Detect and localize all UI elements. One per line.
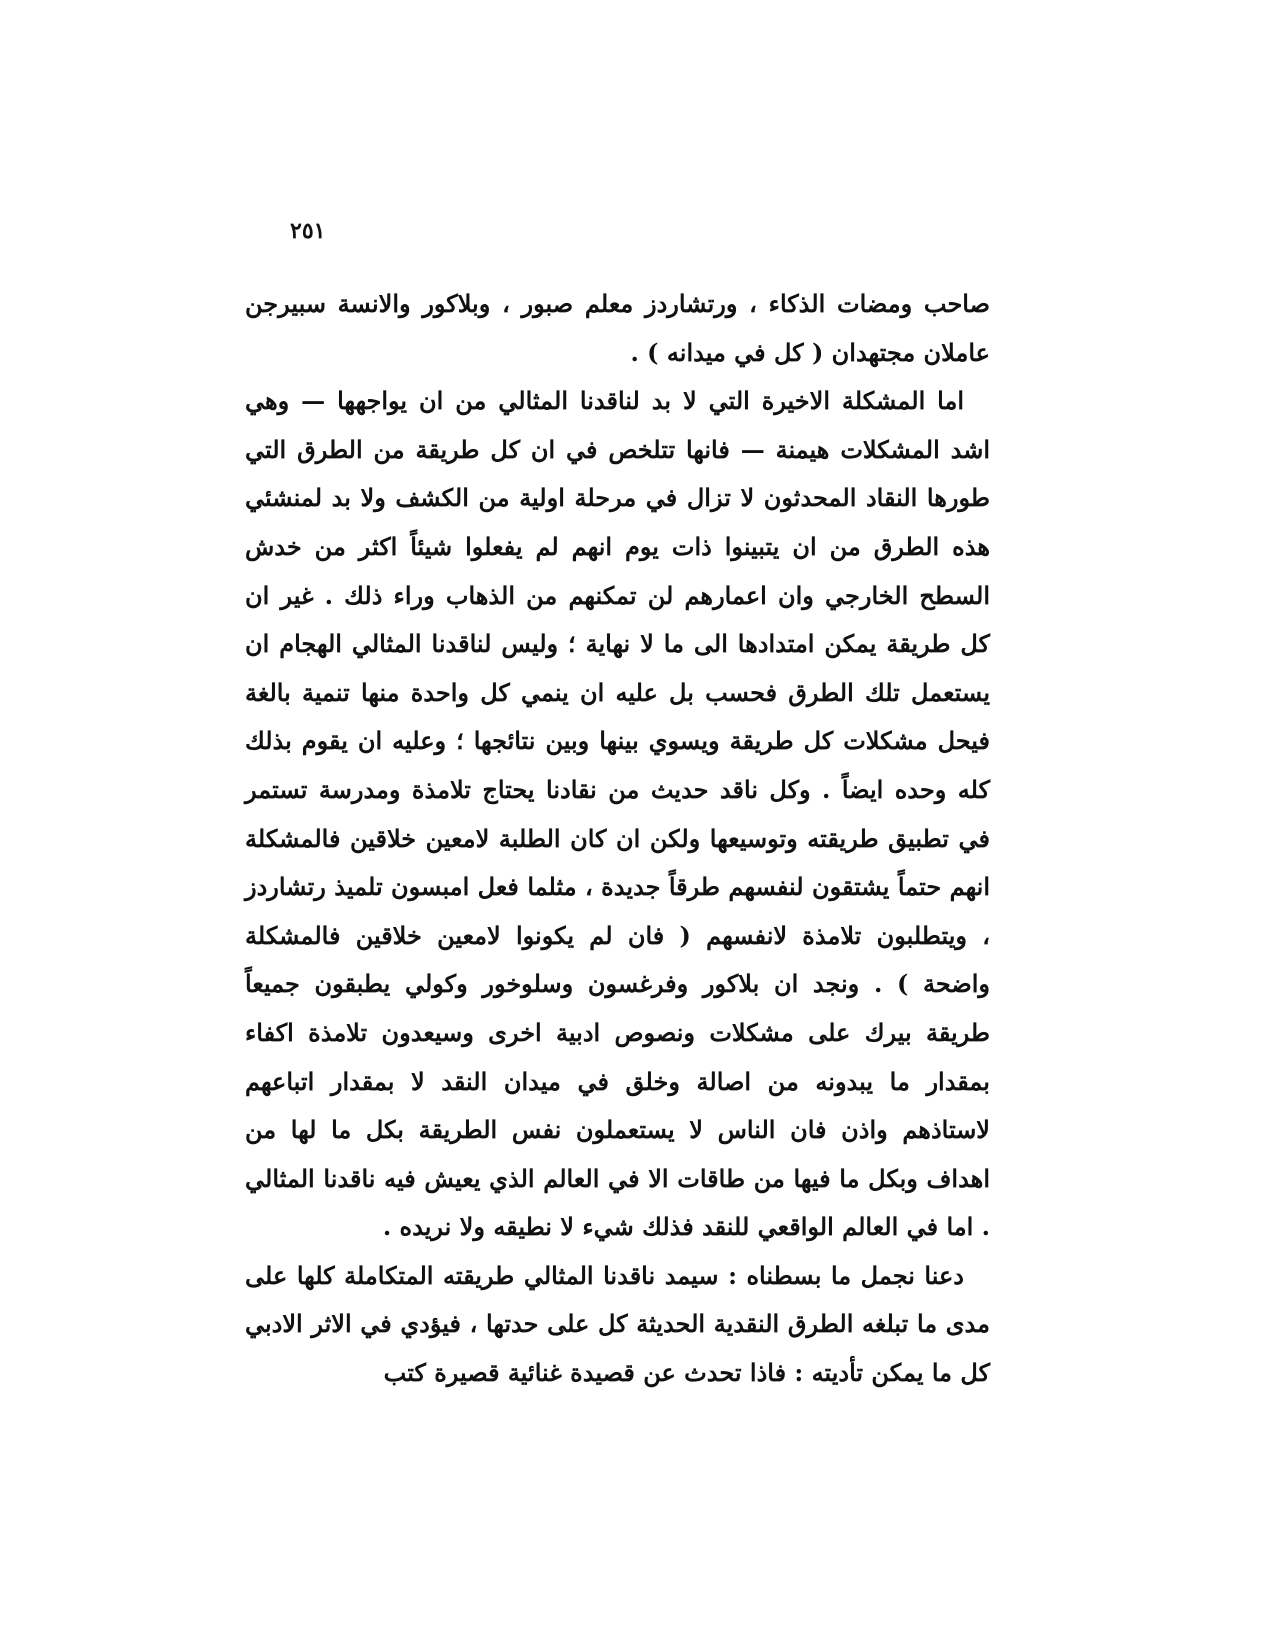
page-number: ٢٥١: [290, 218, 326, 244]
paragraph-1: صاحب ومضات الذكاء ، ورتشاردز معلم صبور ، وبلاكور والانسة سبيرجن عاملان مجتهدان ( كل في ميدانه ) .: [245, 289, 990, 367]
body-text: [245, 280, 990, 1398]
paragraph-3: دعنا نجمل ما بسطناه : سيمد ناقدنا المثالي طريقته المتكاملة كلها على مدى ما تبلغه الطرق النقدية الحديثة كل على حدتها ، فيؤدي في الاثر الادبي كل ما يمكن تأديته : فاذا تحدث عن قصيدة غنائية قصيرة كتب: [245, 1260, 990, 1388]
paragraph-2: اما المشكلة الاخيرة التي لا بد لناقدنا المثالي من ان يواجهها — وهي اشد المشكلات هيمنة — فانها تتلخص في ان كل طريقة من الطرق التي طورها النقاد المحدثون لا تزال في مرحلة اولية من الكشف ولا بد لمنشئي هذه الطرق من ان يتبينوا ذات يوم انهم لم يفعلوا شيئاً اكثر من خدش السطح الخارجي وان اعمارهم لن تمكنهم من الذهاب وراء ذلك . غير ان كل طريقة يمكن امتدادها الى ما لا نهاية ؛ وليس لناقدنا المثالي الهجام ان يستعمل تلك الطرق فحسب بل عليه ان ينمي كل واحدة منها تنمية بالغة فيحل مشكلات كل طريقة ويسوي بينها وبين نتائجها ؛ وعليه ان يقوم بذلك كله وحده ايضاً . وكل ناقد حديث من نقادنا يحتاج تلامذة ومدرسة تستمر في تطبيق طريقته وتوسيعها ولكن ان كان الطلبة لامعين خلاقين فالمشكلة انهم حتماً يشتقون لنفسهم طرقاً جديدة ، مثلما فعل امبسون تلميذ رتشاردز ، ويتطلبون تلامذة لانفسهم ( فان لم يكونوا لامعين خلاقين فالمشكلة واضحة ) . ونجد ان بلاكور وفرغسون وسلوخور وكولي يطبقون جميعاً طريقة بيرك على مشكلات ونصوص ادبية اخرى وسيعدون تلامذة اكفاء بمقدار ما يبدونه من اصالة وخلق في ميدان النقد لا بمقدار اتباعهم لاستاذهم واذن فان الناس لا يستعملون نفس الطريقة بكل ما لها من اهداف وبكل ما فيها من طاقات الا في العالم الذي يعيش فيه ناقدنا المثالي . اما في العالم الواقعي للنقد فذلك شيء لا نطيقه ولا نريده .: [245, 386, 990, 1242]
